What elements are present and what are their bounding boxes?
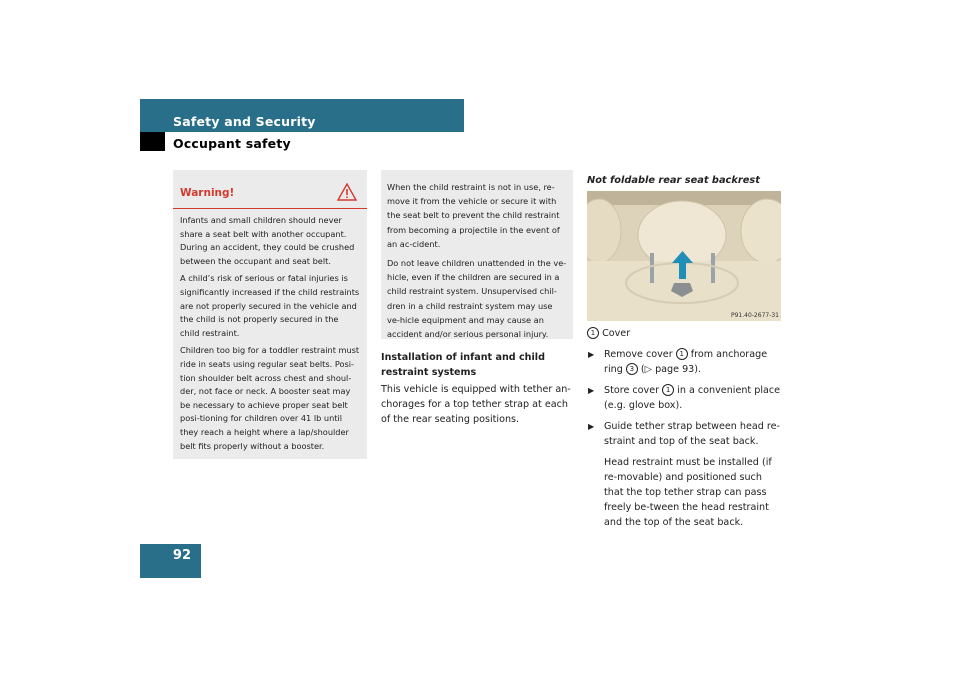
subsection-title: Occupant safety (173, 136, 291, 151)
info-paragraph: When the child restraint is not in use, re-move it from the vehicle or secure it with the seat belt to prevent the child restraint from becoming a projectile in the event of an ac-cident. (387, 182, 560, 249)
step-text: in a convenient place (e.g. glove box). (604, 385, 781, 411)
legend-text: Cover (602, 328, 631, 339)
right-column (587, 175, 783, 530)
info-body (381, 170, 573, 341)
step-text: Store cover (604, 385, 663, 396)
bullet-arrow-icon: ▶ (588, 350, 595, 359)
step-text: Remove cover (604, 349, 676, 360)
instruction-note: Head restraint must be installed (if re-movable) and positioned such that the top tether strap can pass freely be-tween the head restraint and the top of the seat back. (604, 457, 772, 528)
seat-backrest-photo (587, 191, 781, 321)
callout-number: 1 (676, 348, 688, 360)
info-box (381, 170, 573, 339)
right-heading: Not foldable rear seat backrest (587, 175, 760, 186)
instruction-step (587, 383, 783, 413)
callout-number: 3 (626, 363, 638, 375)
warning-label: Warning! (180, 187, 235, 199)
instructions (587, 326, 783, 530)
installation-text: This vehicle is equipped with tether an-chorages for a top tether strap at each of the rear seating positions. (381, 384, 571, 425)
warning-box (173, 170, 367, 459)
warning-body (173, 209, 367, 453)
bullet-arrow-icon: ▶ (588, 386, 595, 395)
warning-paragraph: A child’s risk of serious or fatal injuries is significantly increased if the child restraints are not properly secured in the vehicle and the child is not properly secured in the child restraint. (180, 273, 360, 338)
warning-paragraph: Children too big for a toddler restraint must ride in seats using regular seat belts. Posi-tion shoulder belt across chest and shoul-der, not face or neck. A booster seat may be necessary to achieve proper seat belt posi-tioning for children over 41 lb until they reach a height where a lap/shoulder belt fits properly without a booster. (180, 345, 360, 451)
warning-triangle-icon (337, 183, 357, 201)
info-paragraph: Do not leave children unattended in the ve-hicle, even if the children are secured in a child restraint system. Unsupervised chil-dren in a child restraint system may use ve-hicle equipment and may cause an accident and/or serious personal injury. (387, 258, 567, 340)
step-text: (▷ page 93). (637, 364, 702, 375)
legend-number: 1 (587, 327, 599, 339)
step-text: Guide tether strap between head re-straint and top of the seat back. (604, 421, 780, 447)
step-text: from anchorage ring (604, 349, 768, 375)
legend-item (587, 326, 783, 341)
page-number: 92 (172, 548, 191, 563)
header-marker (140, 132, 165, 151)
seat-illustration (587, 191, 781, 321)
installation-section (381, 350, 573, 427)
instruction-step (587, 419, 783, 449)
installation-heading: Installation of infant and child restraint systems (381, 352, 545, 378)
page-number-box (140, 544, 201, 578)
warning-paragraph: Infants and small children should never share a seat belt with another occupant. During an accident, they could be crushed between the occupant and seat belt. (180, 215, 355, 266)
warning-header (173, 170, 367, 209)
bullet-arrow-icon: ▶ (588, 422, 595, 431)
section-title: Safety and Security (173, 114, 316, 129)
photo-caption: P91.40-2677-31 (730, 312, 779, 319)
callout-number: 1 (662, 384, 674, 396)
instruction-step (587, 347, 783, 377)
